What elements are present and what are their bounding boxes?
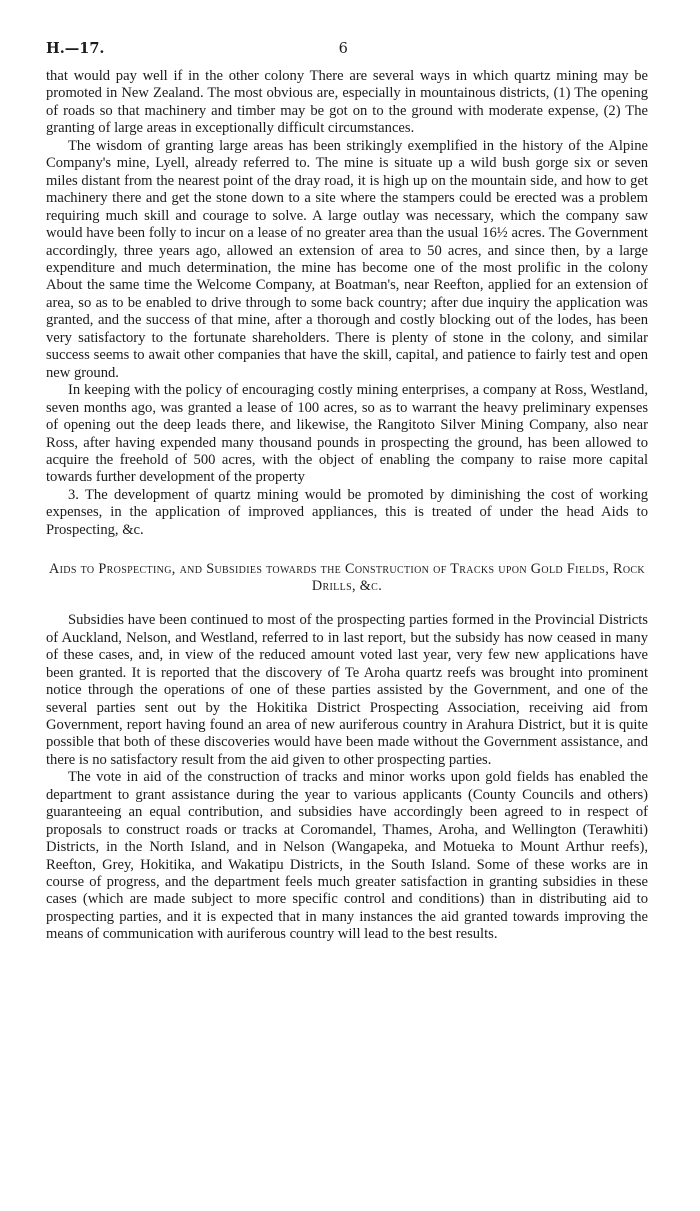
paragraph: The vote in aid of the construction of tracks and minor works upon gold fields has enabled the department to grant assistance during the year to various applicants (County Councils and others) guaranteeing an equal contribution, and subsidies have accordingly been agreed to in respect of proposals to construct roads or tracks at Coromandel, Thames, Aroha, and Wellington (Terawhiti) Districts, in the North Island, and in Nelson (Wangapeka, and Motueka to Mount Arthur reefs), Reefton, Grey, Hokitika, and Wakatipu Districts, in the South Island. Some of these works are in course of progress, and the department feels much greater satisfaction in granting subsidies in these cases (which are made subject to more specific control and conditions) than in distributing aid to prospecting parties, and it is expected that in many instances the aid granted towards improving the means of communication with auriferous country will lead to the best results. (46, 769, 648, 943)
page-number: 6 (338, 41, 348, 57)
paragraph: Subsidies have been continued to most of the prospecting parties formed in the Provincial Districts of Auckland, Nelson, and Westland, referred to in last report, but the subsidy has now ceased in many of these cases, and, in view of the reduced amount voted last year, very few new applications have been granted. It is reported that the discovery of Te Aroha quartz reefs was brought into prominent notice through the operations of one of these parties assisted by the Government, and one of the several parties sent out by the Hokitika District Prospecting Association, receiving aid from Government, report having found an area of new auriferous country in Arahura District, but it is quite possible that both of these discoveries would have been made without the Government assistance, and there is no satisfactory result from the aid given to other prospecting parties. (46, 612, 648, 768)
page-header (46, 40, 648, 68)
paragraph: In keeping with the policy of encouraging costly mining enterprises, a company at Ross, Westland, seven months ago, was granted a lease of 100 acres, so as to warrant the heavy preliminary expenses of opening out the deep leads there, and likewise, the Rangitoto Silver Mining Company, also near Ross, after having expended many thousand pounds in prospecting the ground, has been allowed to acquire the freehold of 500 acres, with the object of enabling the company to raise more capital towards further development of the property (46, 382, 648, 486)
paragraph: that would pay well if in the other colony There are several ways in which quartz mining may be promoted in New Zealand. The most obvious are, especially in mountainous districts, (1) The opening of roads so that machinery and timber may be got on to the ground with moderate expense, (2) The granting of large areas in exceptionally difficult circumstances. (46, 68, 648, 137)
paragraph: 3. The development of quartz mining would be promoted by diminishing the cost of working expenses, in the application of improved appliances, this is treated of under the head Aids to Prospecting, &c. (46, 486, 648, 538)
paragraph: The wisdom of granting large areas has been strikingly exemplified in the history of the Alpine Company's mine, Lyell, already referred to. The mine is situate up a wild bush gorge six or seven miles distant from the nearest point of the dray road, it is high up on the mountain side, and how to get machinery there and get the stone down to a site where the stampers could be erected was a problem requiring much skill and courage to solve. A large outlay was necessary, which the company saw would have been folly to incur on a lease of no greater area than the usual 16½ acres. The Government accordingly, three years ago, allowed an extension of area to 50 acres, and since then, by a large expenditure and much determination, the mine has become one of the most prolific in the colony About the same time the Welcome Company, at Boatman's, near Reefton, applied for an extension of area, so as to be enabled to drive through to some back country; after due inquiry the application was granted, and the success of that mine, after a thorough and costly blocking out of the lodes, has been very satisfactory to the fortunate shareholders. There is plenty of stone in the colony, and similar success seems to await other companies that have the skill, capital, and patience to fairly test and open new ground. (46, 137, 648, 381)
document-reference: H.—17. (46, 40, 105, 57)
body-text-lower (46, 612, 648, 944)
body-text-upper (46, 68, 648, 539)
section-heading: Aids to Prospecting, and Subsidies towards the Construction of Tracks upon Gold Fields, Rock Drills, &c. (48, 561, 645, 595)
